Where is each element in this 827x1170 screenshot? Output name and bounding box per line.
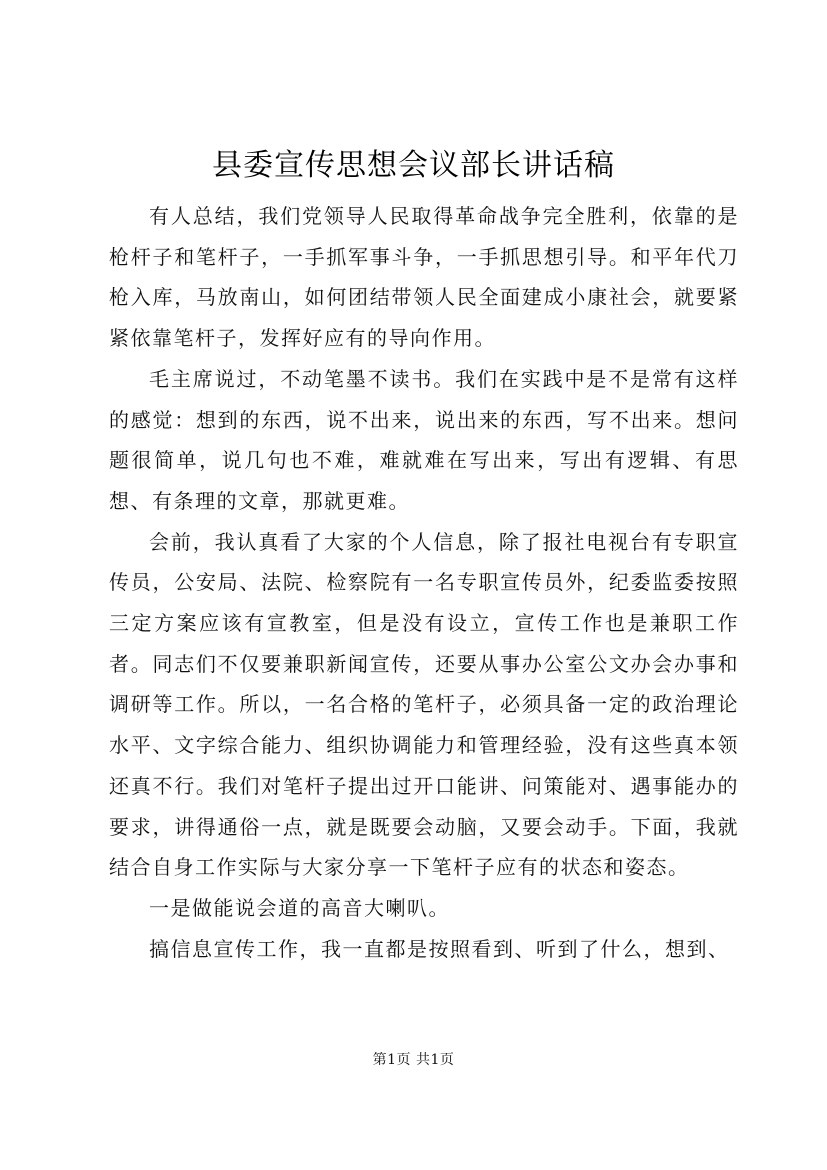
paragraph-2: 毛主席说过，不动笔墨不读书。我们在实践中是不是常有这样的感觉：想到的东西，说不出来，说出来的东西，写不出来。想问题很简单，说几句也不难，难就难在写出来，写出有逻辑、有思想、有条理的文章，那就更难。 <box>109 366 739 513</box>
paragraph-4: 一是做能说会道的高音大喇叭。 <box>149 895 450 920</box>
paragraph-3: 会前，我认真看了大家的个人信息，除了报社电视台有专职宣传员，公安局、法院、检察院有一名专职宣传员外，纪委监委按照三定方案应该有宣教室，但是没有设立，宣传工作也是兼职工作者。同志们不仅要兼职新闻宣传，还要从事办公室公文办会办事和调研等工作。所以，一名合格的笔杆子，必须具备一定的政治理论水平、文字综合能力、组织协调能力和管理经验，没有这些真本领还真不行。我们对笔杆子提出过开口能讲、问策能对、遇事能办的要求，讲得通俗一点，就是既要会动脑，又要会动手。下面，我就结合自身工作实际与大家分享一下笔杆子应有的状态和姿态。 <box>109 529 739 880</box>
document-body <box>109 196 739 969</box>
document-title: 县委宣传思想会议部长讲话稿 <box>212 148 615 183</box>
page-number-footer: 第1页 共1页 <box>372 1052 455 1068</box>
paragraph-5: 搞信息宣传工作，我一直都是按照看到、听到了什么，想到、 <box>149 936 730 961</box>
paragraph-1: 有人总结，我们党领导人民取得革命战争完全胜利，依靠的是枪杆子和笔杆子，一手抓军事斗争，一手抓思想引导。和平年代刀枪入库，马放南山，如何团结带领人民全面建成小康社会，就要紧紧依靠笔杆子，发挥好应有的导向作用。 <box>109 204 739 351</box>
